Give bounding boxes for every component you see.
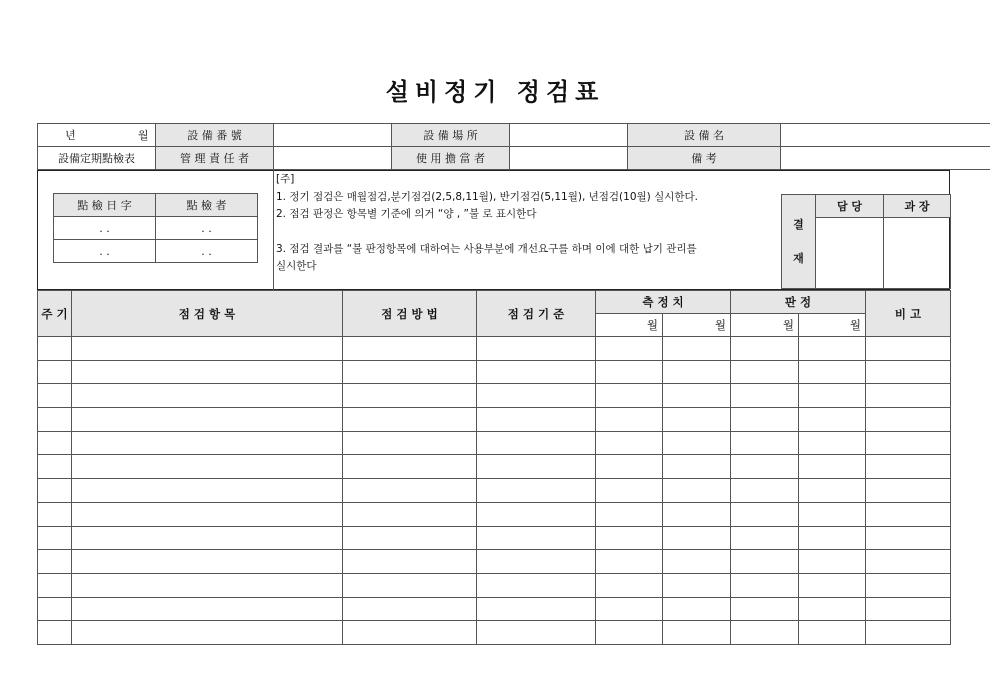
table-row: [38, 526, 951, 550]
check-date-header: 點 檢 日 字: [54, 194, 156, 217]
table-cell[interactable]: [663, 597, 731, 621]
table-row: [38, 502, 951, 526]
remark-field[interactable]: [781, 147, 990, 170]
inspector-cell[interactable]: . .: [156, 217, 258, 240]
manager-field[interactable]: [274, 147, 392, 170]
table-cell[interactable]: [38, 550, 72, 574]
measure-month-1: 월: [596, 314, 663, 337]
table-cell[interactable]: [866, 621, 951, 645]
table-cell[interactable]: [596, 337, 663, 361]
year-month-cell[interactable]: [38, 124, 156, 147]
table-cell[interactable]: [731, 455, 799, 479]
equip-name-label: 設 備 名: [628, 124, 781, 147]
table-cell[interactable]: [477, 360, 596, 384]
table-cell[interactable]: [731, 431, 799, 455]
table-cell[interactable]: [799, 455, 866, 479]
approval-manager-header: 과 장: [884, 195, 951, 218]
table-cell[interactable]: [663, 337, 731, 361]
table-row: [38, 573, 951, 597]
table-cell[interactable]: [596, 526, 663, 550]
table-cell[interactable]: [596, 597, 663, 621]
table-cell[interactable]: [38, 526, 72, 550]
table-cell[interactable]: [477, 384, 596, 408]
measure-header: 측 정 치: [596, 291, 731, 314]
table-cell[interactable]: [799, 337, 866, 361]
table-cell[interactable]: [38, 337, 72, 361]
table-cell[interactable]: [731, 384, 799, 408]
table-cell[interactable]: [343, 384, 477, 408]
table-cell[interactable]: [72, 597, 343, 621]
standard-header: 점 검 기 준: [477, 291, 596, 337]
user-label: 使 用 擔 當 者: [392, 147, 510, 170]
table-cell[interactable]: [343, 479, 477, 503]
note-line-3-cont: 실시한다: [276, 260, 317, 272]
table-cell[interactable]: [663, 621, 731, 645]
table-cell[interactable]: [596, 408, 663, 432]
table-cell[interactable]: [799, 550, 866, 574]
table-cell[interactable]: [596, 573, 663, 597]
table-cell[interactable]: [38, 360, 72, 384]
table-row: [38, 455, 951, 479]
table-cell[interactable]: [38, 408, 72, 432]
table-cell[interactable]: [799, 597, 866, 621]
table-cell[interactable]: [477, 597, 596, 621]
table-cell[interactable]: [72, 337, 343, 361]
table-row: [38, 408, 951, 432]
table-cell[interactable]: [731, 337, 799, 361]
table-cell[interactable]: [38, 431, 72, 455]
approval-manager-sign[interactable]: [884, 218, 951, 289]
table-cell[interactable]: [596, 479, 663, 503]
table-cell[interactable]: [866, 479, 951, 503]
table-cell[interactable]: [731, 526, 799, 550]
table-cell[interactable]: [596, 550, 663, 574]
table-cell[interactable]: [866, 408, 951, 432]
table-cell[interactable]: [731, 408, 799, 432]
table-cell[interactable]: [866, 573, 951, 597]
table-cell[interactable]: [799, 573, 866, 597]
judge-month-2: 월: [799, 314, 866, 337]
table-cell[interactable]: [663, 384, 731, 408]
table-cell[interactable]: [343, 502, 477, 526]
note-line-1: 1. 정기 점검은 매월점검,분기점검(2,5,8,11월), 반기점검(5,11월), 년점검(10월) 실시한다.: [276, 190, 698, 203]
equip-place-label: 設 備 場 所: [392, 124, 510, 147]
table-cell[interactable]: [799, 502, 866, 526]
table-cell[interactable]: [799, 526, 866, 550]
table-cell[interactable]: [343, 360, 477, 384]
approval-staff-header: 담 당: [816, 195, 884, 218]
table-cell[interactable]: [343, 526, 477, 550]
grid-body: [38, 337, 951, 645]
equip-no-label: 設 備 番 號: [156, 124, 274, 147]
table-cell[interactable]: [866, 384, 951, 408]
table-row: [38, 550, 951, 574]
table-row: [38, 621, 951, 645]
table-cell[interactable]: [343, 455, 477, 479]
table-cell[interactable]: [72, 431, 343, 455]
notes-header: [주]: [276, 173, 295, 185]
note-header: 비 고: [866, 291, 951, 337]
table-cell[interactable]: [38, 597, 72, 621]
check-log-table: [53, 193, 258, 263]
inspector-cell[interactable]: . .: [156, 240, 258, 263]
table-cell[interactable]: [866, 431, 951, 455]
table-cell[interactable]: [663, 408, 731, 432]
table-cell[interactable]: [477, 526, 596, 550]
approval-table: [781, 194, 951, 289]
table-row: [38, 431, 951, 455]
table-cell[interactable]: [866, 455, 951, 479]
table-cell[interactable]: [477, 550, 596, 574]
table-cell[interactable]: [72, 360, 343, 384]
table-cell[interactable]: [866, 337, 951, 361]
table-cell[interactable]: [799, 479, 866, 503]
table-cell[interactable]: [799, 621, 866, 645]
table-cell[interactable]: [477, 455, 596, 479]
table-cell[interactable]: [731, 573, 799, 597]
table-cell[interactable]: [799, 384, 866, 408]
table-cell[interactable]: [663, 526, 731, 550]
table-cell[interactable]: [38, 384, 72, 408]
table-cell[interactable]: [343, 597, 477, 621]
approval-staff-sign[interactable]: [816, 218, 884, 289]
table-cell[interactable]: [38, 621, 72, 645]
table-cell[interactable]: [72, 550, 343, 574]
table-cell[interactable]: [663, 502, 731, 526]
table-cell[interactable]: [477, 408, 596, 432]
table-cell[interactable]: [38, 502, 72, 526]
month-label: 월: [137, 129, 149, 142]
table-cell[interactable]: [731, 360, 799, 384]
approval-label-top: 결: [793, 217, 804, 231]
table-cell[interactable]: [596, 360, 663, 384]
cycle-header: 주 기: [38, 291, 72, 337]
table-cell[interactable]: [72, 502, 343, 526]
table-cell[interactable]: [663, 455, 731, 479]
equip-name-field[interactable]: [781, 124, 990, 147]
table-cell[interactable]: [38, 573, 72, 597]
equip-no-field[interactable]: [274, 124, 392, 147]
inspection-grid: [37, 290, 951, 645]
table-cell[interactable]: [596, 384, 663, 408]
table-cell[interactable]: [799, 431, 866, 455]
table-cell[interactable]: [477, 621, 596, 645]
table-cell[interactable]: [866, 526, 951, 550]
table-cell[interactable]: [731, 597, 799, 621]
table-cell[interactable]: [596, 455, 663, 479]
table-cell[interactable]: [343, 408, 477, 432]
table-cell[interactable]: [477, 573, 596, 597]
table-cell[interactable]: [663, 479, 731, 503]
check-date-cell[interactable]: . .: [54, 217, 156, 240]
table-cell[interactable]: [343, 431, 477, 455]
table-cell[interactable]: [596, 502, 663, 526]
measure-month-2: 월: [663, 314, 731, 337]
form-name: 設備定期點檢表: [38, 147, 156, 170]
table-cell[interactable]: [596, 621, 663, 645]
manager-label: 管 理 責 任 者: [156, 147, 274, 170]
table-cell[interactable]: [866, 360, 951, 384]
table-cell[interactable]: [72, 408, 343, 432]
equip-place-field[interactable]: [510, 124, 628, 147]
table-cell[interactable]: [799, 408, 866, 432]
table-cell[interactable]: [731, 479, 799, 503]
note-line-2: 2. 점검 판정은 항목별 기준에 의거 “양 , ”불 로 표시한다: [276, 208, 537, 220]
approval-label: [782, 195, 816, 289]
check-date-cell[interactable]: . .: [54, 240, 156, 263]
page-title: 설비정기 정검표: [385, 78, 605, 106]
table-cell[interactable]: [663, 360, 731, 384]
year-label: 년: [65, 129, 76, 142]
table-cell[interactable]: [731, 502, 799, 526]
table-row: [38, 360, 951, 384]
table-row: [38, 597, 951, 621]
item-header: 점 검 항 목: [72, 291, 343, 337]
table-cell[interactable]: [477, 337, 596, 361]
table-cell[interactable]: [72, 479, 343, 503]
remark-label: 備 考: [628, 147, 781, 170]
table-cell[interactable]: [866, 597, 951, 621]
judge-header: 판 정: [731, 291, 866, 314]
table-cell[interactable]: [663, 431, 731, 455]
method-header: 점 검 방 법: [343, 291, 477, 337]
inspector-header: 點 檢 者: [156, 194, 258, 217]
table-cell[interactable]: [866, 550, 951, 574]
table-cell[interactable]: [343, 573, 477, 597]
table-cell[interactable]: [477, 431, 596, 455]
table-row: [38, 384, 951, 408]
table-row: [38, 337, 951, 361]
equipment-info-table: [37, 123, 990, 170]
table-cell[interactable]: [731, 621, 799, 645]
table-cell[interactable]: [343, 550, 477, 574]
table-cell[interactable]: [343, 621, 477, 645]
table-row: [38, 479, 951, 503]
table-cell[interactable]: [866, 502, 951, 526]
table-cell[interactable]: [663, 550, 731, 574]
table-cell[interactable]: [72, 455, 343, 479]
table-cell[interactable]: [72, 573, 343, 597]
table-cell[interactable]: [343, 337, 477, 361]
table-cell[interactable]: [799, 360, 866, 384]
judge-month-1: 월: [731, 314, 799, 337]
table-cell[interactable]: [731, 550, 799, 574]
user-field[interactable]: [510, 147, 628, 170]
table-cell[interactable]: [38, 455, 72, 479]
notes-divider: [273, 170, 274, 290]
note-line-3: 3. 점검 결과를 “불 판정항목에 대하여는 사용부분에 개선요구를 하며 이에 대한 납기 관리를: [276, 242, 697, 255]
notes-text: [276, 171, 776, 276]
table-cell[interactable]: [72, 621, 343, 645]
table-cell[interactable]: [477, 479, 596, 503]
table-cell[interactable]: [663, 573, 731, 597]
table-cell[interactable]: [596, 431, 663, 455]
approval-label-bottom: 재: [793, 251, 804, 265]
table-cell[interactable]: [72, 384, 343, 408]
table-cell[interactable]: [38, 479, 72, 503]
table-cell[interactable]: [72, 526, 343, 550]
table-cell[interactable]: [477, 502, 596, 526]
